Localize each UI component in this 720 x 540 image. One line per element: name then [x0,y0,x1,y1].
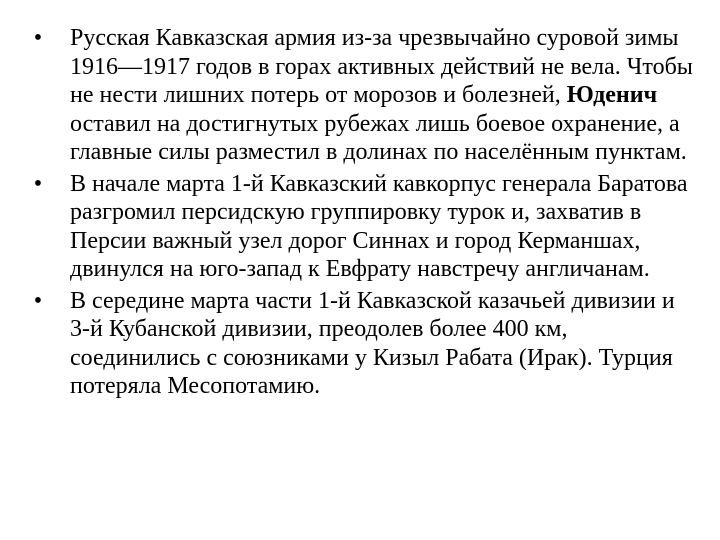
bullet-marker-icon: • [33,287,43,314]
bullet-text-part: оставил на достигнутых рубежах лишь боевое охранение, а главные силы разместил в долинах по населённым пунктам. [70,110,687,165]
bullet-list [28,24,698,404]
bullet-item-yudenich [28,24,698,167]
bullet-text: В начале марта 1-й Кавказский кавкорпус генерала Баратова разгромил персидскую группировку турок и, захватив в Персии важный узел дорог Синнах и город Керманшах, двинулся на юго-запад к Евфрату навстречу англичанам. [70,170,688,282]
bold-name-yudenich: Юденич [566,82,658,108]
bullet-text-part: Русская Кавказская армия из-за чрезвычайно суровой зимы 1916—1917 годов в горах активных действий не вела. Чтобы не нести лишних потерь от морозов и болезней, [70,25,693,108]
bullet-marker-icon: • [33,25,43,51]
bullet-text: В середине марта части 1-й Кавказской казачьей дивизии и 3-й Кубанской дивизии, преодолев более 400 км, соединились с союзниками у Кизыл Рабата (Ирак). Турция потеряла Месопотамию. [70,287,675,399]
bullet-text [70,25,693,165]
bullet-item-mesopotamia [28,287,698,401]
bullet-marker-icon: • [33,170,43,197]
bullet-item-baratov [28,170,698,284]
